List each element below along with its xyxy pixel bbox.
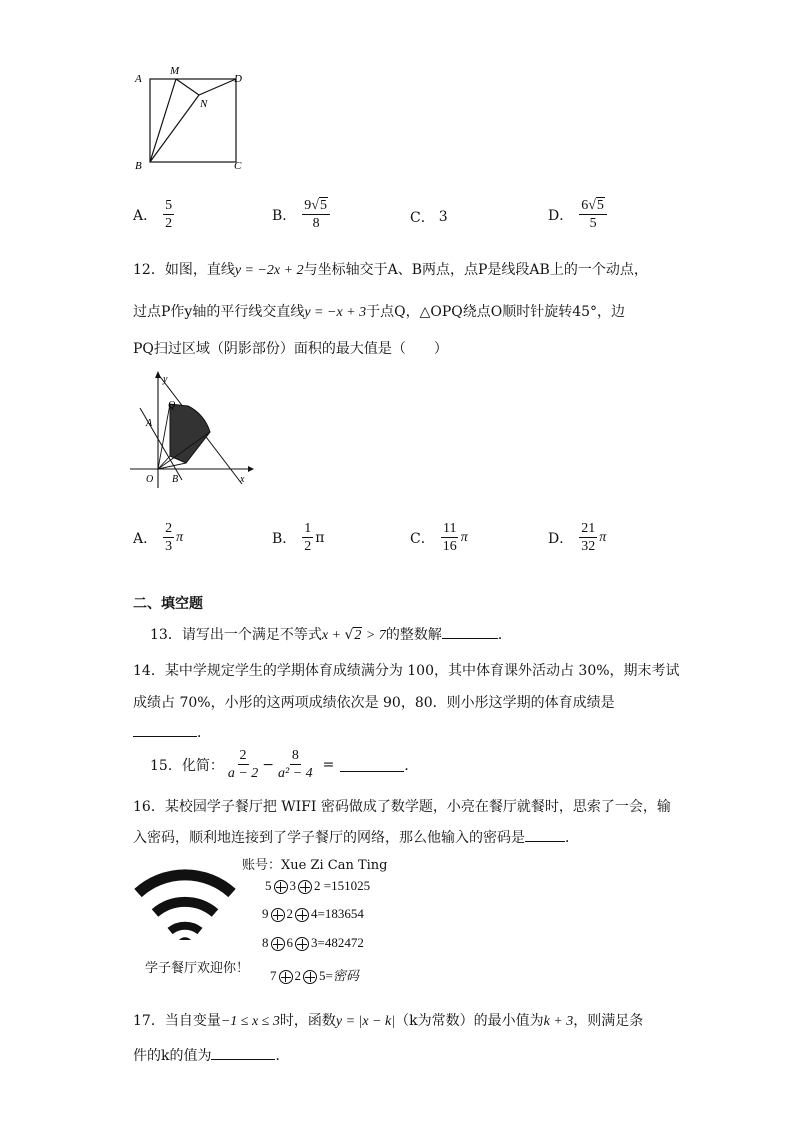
q14-line3: ． [133,722,211,742]
q12-line2: 过点P作y轴的平行线交直线y = −x + 3于点Q，△OPQ绕点O顺时针旋转45°，边 [133,304,626,320]
wifi-icon [130,860,240,950]
q12-option-a[interactable]: A． $\frac{2}{3}$ π [133,521,184,555]
label-C: C [234,160,242,172]
q11-option-d[interactable]: D． $\frac{6√5}{5}$ [548,198,609,232]
q16-line2: 入密码，顺利地连接到了学子餐厅的网络，那么他输入的密码是 ． [133,827,579,847]
wifi-row-1: 5 3 2 =151025 [265,878,371,893]
fraction: $\frac{21}{32}$ [581,521,596,555]
answer-blank[interactable] [340,757,404,772]
wifi-account: 账号：Xue Zi Can Ting [242,858,388,873]
wifi-row-4: 7 2 5=密码 [270,968,359,984]
label-Q: Q [168,400,176,411]
fraction: $\frac{2}{a - 2}$ [227,748,259,782]
wifi-welcome: 学子餐厅欢迎你！ [145,961,250,976]
label-A: A [146,418,153,429]
q17-line1: 17．当自变量−1 ≤ x ≤ 3时，函数y = |x − k|（k为常数）的最小值为k + 3，则满足条 [133,1013,644,1029]
fraction: $\frac{9√5}{8}$ [302,198,330,232]
label-B: B [172,474,179,485]
answer-blank[interactable] [211,1045,275,1060]
oplus-icon [298,880,312,894]
fraction: $\frac{1}{2}$ [304,521,312,555]
oplus-icon [274,880,288,894]
fraction: $\frac{2}{3}$ [165,521,173,555]
q14-line1: 14．某中学规定学生的学期体育成绩满分为 100，其中体育课外活动占 30%，期末考试 [133,663,680,679]
q12-line3: PQ扫过区域（阴影部份）面积的最大值是（ ） [133,341,448,357]
oplus-icon [295,937,309,951]
fraction: $\frac{8}{\text{a² − 4}}$ [278,748,313,782]
q12-option-c[interactable]: C． $\frac{11}{16}$ π [410,521,468,555]
label-A: A [135,73,142,85]
answer-blank[interactable] [525,827,565,842]
oplus-icon [271,937,285,951]
label-B: B [135,160,142,172]
oplus-icon [271,908,285,922]
q17-line2: 件的k的值为 ． [133,1045,289,1065]
oplus-icon [295,908,309,922]
q11-option-c[interactable]: C． 3 [410,209,448,226]
q16-line1: 16．某校园学子餐厅把 WIFI 密码做成了数学题，小亮在餐厅就餐时，思索了一会，输 [133,799,671,815]
wifi-row-2: 9 2 4=183654 [262,906,364,921]
q11-option-a[interactable]: A． $\frac{5}{2}$ [133,198,173,232]
label-M: M [170,65,180,77]
fraction: $\frac{6√5}{5}$ [579,198,607,232]
fraction: $\frac{11}{16}$ [442,521,457,555]
q15: 15．化简： $\frac{2}{a - 2}$ − $\frac{8}{\text{a² − 4}}$ = ． [150,748,419,782]
label-x: x [240,474,245,485]
q12-line1: 12．如图，直线y = −2x + 2与坐标轴交于A、B两点，点P是线段AB上的一个动点， [133,262,648,278]
oplus-icon [279,970,293,984]
figure-rotation [130,368,255,490]
label-D: D [234,73,242,85]
q11-option-b[interactable]: B． $\frac{9√5}{8}$ [272,198,332,232]
label-O: O [146,474,154,485]
q13: 13．请写出一个满足不等式x + √2 > 7的整数解 ． [150,624,512,644]
answer-blank[interactable] [442,624,498,639]
answer-blank[interactable] [133,722,197,737]
oplus-icon [303,970,317,984]
fraction: $\frac{5}{2}$ [165,198,173,232]
q14-line2: 成绩占 70%，小彤的这两项成绩依次是 90，80．则小彤这学期的体育成绩是 [133,695,615,711]
q12-option-d[interactable]: D． $\frac{21}{32}$ π [548,521,607,555]
wifi-row-3: 8 6 3=482472 [262,935,364,950]
figure-square-abcd [128,62,253,180]
q12-option-b[interactable]: B． $\frac{1}{2}$ π [272,521,325,555]
label-N: N [200,98,208,110]
section-heading: 二、填空题 [133,596,203,612]
label-y: y [163,374,168,385]
